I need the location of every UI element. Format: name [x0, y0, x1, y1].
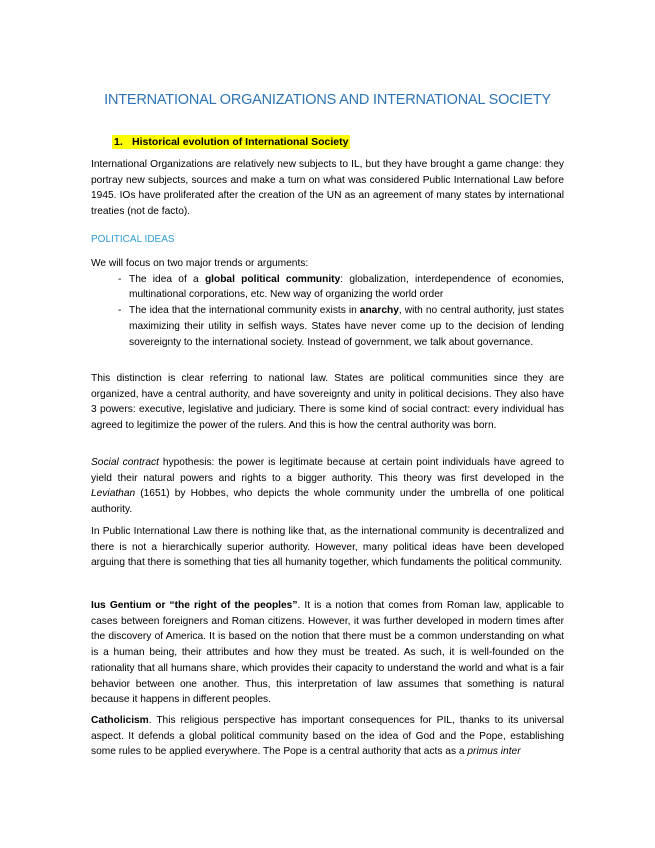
paragraph-distinction — [91, 371, 564, 434]
bullet-list — [91, 272, 564, 351]
bold-term: anarchy — [359, 305, 399, 317]
pil-text: In Public International Law there is nothing like that, as the international community is decentralized and there is not a hierarchically superior authority. However, many political ideas have been developed arguing that there is something that ties all humanity together, which fundaments the political community. — [91, 526, 564, 569]
section-heading-highlight — [112, 135, 350, 149]
list-item: - The idea that the international community exists in anarchy, with no central authority, just states maximizing their utility in selfish ways. States have never come up to the decision of lending sovereignty to the international society. Instead of government, we talk about governance. — [118, 305, 564, 348]
paragraph-ius-gentium: Ius Gentium or “the right of the peoples”. It is a notion that comes from Roman law, applicable to cases between foreigners and Roman citizens. However, it was further developed in modern times after the discovery of America. It is based on the notion that there must be a common understanding on what is a human being, their attributes and how they must be treated. As such, it is well-founded on the rationality that all humans share, which provides their capacity to understand the world and what is a fair behavior between one another. Thus, this interpretation of law assumes that something is natural because it happens in different peoples. — [91, 600, 564, 706]
list-item: - The idea of a global political community: globalization, interdependence of economies, multinational corporations, etc. New way of organizing the world order — [118, 273, 564, 301]
bold-term: Catholicism — [91, 715, 149, 726]
focus-text: We will focus on two major trends or arguments: — [91, 258, 309, 269]
paragraph-social-contract: Social contract hypothesis: the power is legitimate because at certain point individuals have agreed to yield their natural powers and rights to a bigger authority. This theory was first developed in the Leviathan (1651) by Hobbes, who depicts the whole community under the umbrella of one political authority. — [91, 457, 564, 516]
paragraph-catholicism: Catholicism. This religious perspective has important consequences for PIL, thanks to its universal aspect. It defends a global political community based on the idea of God and the Pope, establishing some rules to be applied everywhere. The Pope is a central authority that acts as a primus inter — [91, 715, 564, 758]
section-title: Historical evolution of International Society — [132, 136, 349, 148]
bold-term: Ius Gentium or “the right of the peoples” — [91, 600, 298, 611]
subheading-political-ideas — [91, 232, 564, 248]
section-number: 1. — [114, 136, 123, 148]
section-heading — [112, 136, 350, 148]
italic-term: primus inter — [467, 746, 521, 758]
paragraph-intro — [91, 157, 564, 220]
intro-text: International Organizations are relatively new subjects to IL, but they have brought a game change: they portray new subjects, sources and make a turn on what was considered Public International Law before 1945. IOs have proliferated after the creation of the UN as an agreement of many states by international treaties (not de facto). — [91, 159, 564, 218]
dash-bullet: - — [118, 305, 122, 317]
distinction-text: This distinction is clear referring to national law. States are political communities since they are organized, have a central authority, and have sovereignty and unity in political decisions. They also have 3 powers: executive, legislative and judiciary. There is some kind of social contract: every individual has agreed to legitimize the power of the rulers. And this is how the central authority was born. — [91, 373, 564, 432]
paragraph-pil — [91, 524, 564, 571]
page-title: INTERNATIONAL ORGANIZATIONS AND INTERNATIONAL SOCIETY — [104, 92, 551, 108]
italic-title: Leviathan — [91, 488, 136, 500]
dash-bullet: - — [118, 273, 122, 285]
subheading-text: POLITICAL IDEAS — [91, 234, 175, 245]
bold-term: global political community — [204, 273, 341, 285]
paragraph-focus — [91, 256, 564, 350]
italic-term: Social contract — [91, 457, 159, 468]
